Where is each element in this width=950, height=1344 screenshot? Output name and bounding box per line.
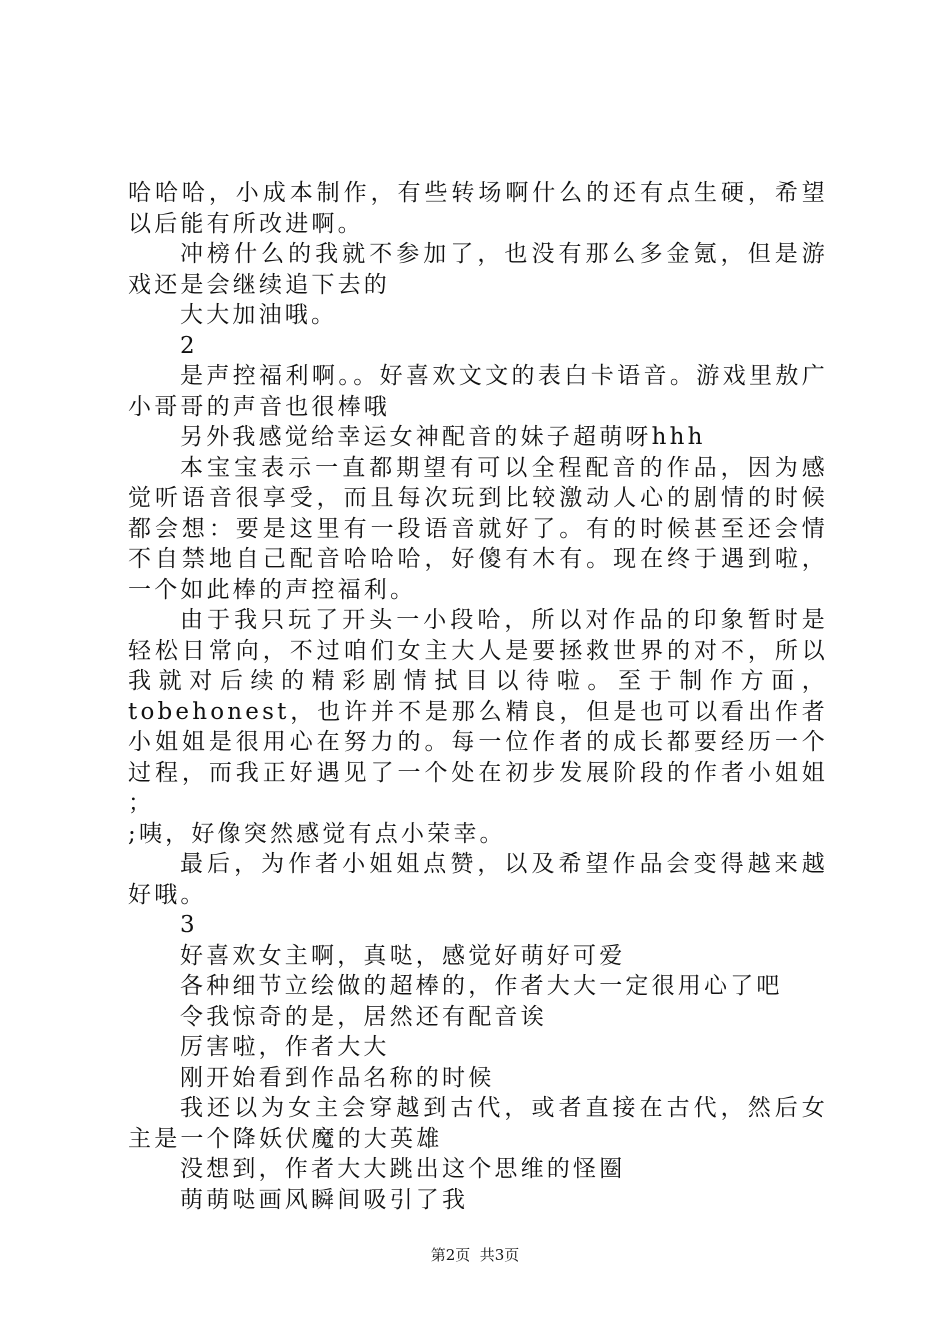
paragraph: 令我惊奇的是，居然还有配音诶 [180,1003,547,1030]
paragraph: 最后，为作者小姐姐点赞，以及希望作品会变得越来越好哦。 [128,851,828,908]
page-footer [0,1244,950,1265]
paragraph: 刚开始看到作品名称的时候 [180,1064,495,1091]
paragraph: 哈哈哈，小成本制作，有些转场啊什么的还有点生硬，希望以后能有所改进啊。 [128,180,828,237]
paragraph: 厉害啦，作者大大 [180,1034,390,1060]
section-number: 2 [180,332,198,359]
paragraph: ;咦，好像突然感觉有点小荣幸。 [128,820,506,847]
document-body [128,178,828,1215]
paragraph: 本宝宝表示一直都期望有可以全程配音的作品，因为感觉听语音很享受，而且每次玩到比较激动人心的剧情的时候都会想：要是这里有一段语音就好了。有的时候甚至还会情不自禁地自己配音哈哈哈，好傻有木有。现在终于遇到啦，一个如此棒的声控福利。 [128,454,828,603]
paragraph: 另外我感觉给幸运女神配音的妹子超萌呀hhh [180,424,706,450]
paragraph: 冲榜什么的我就不参加了，也没有那么多金氪，但是游戏还是会继续追下去的 [128,241,828,298]
paragraph: 各种细节立绘做的超棒的，作者大大一定很用心了吧 [180,973,783,999]
paragraph: 由于我只玩了开头一小段哈，所以对作品的印象暂时是轻松日常向，不过咱们女主大人是要拯救世界的对不，所以我就对后续的精彩剧情拭目以待啦。至于制作方面，tobehonest，也许并不是那么精良，但是也可以看出作者小姐姐是很用心在努力的。每一位作者的成长都要经历一个过程，而我正好遇见了一个处在初步发展阶段的作者小姐姐 ； [128,607,828,816]
paragraph: 我还以为女主会穿越到古代，或者直接在古代，然后女主是一个降妖伏魔的大英雄 [128,1095,828,1152]
paragraph: 大大加油哦。 [180,302,338,328]
page-number-label: 第2页 共3页 [430,1246,520,1264]
paragraph: 是声控福利啊。。好喜欢文文的表白卡语音。游戏里敖广小哥哥的声音也很棒哦 [128,363,828,420]
paragraph: 萌萌哒画风瞬间吸引了我 [180,1186,469,1213]
paragraph: 好喜欢女主啊，真哒，感觉好萌好可爱 [180,942,626,969]
paragraph: 没想到，作者大大跳出这个思维的怪圈 [180,1156,626,1182]
section-number: 3 [180,912,198,938]
